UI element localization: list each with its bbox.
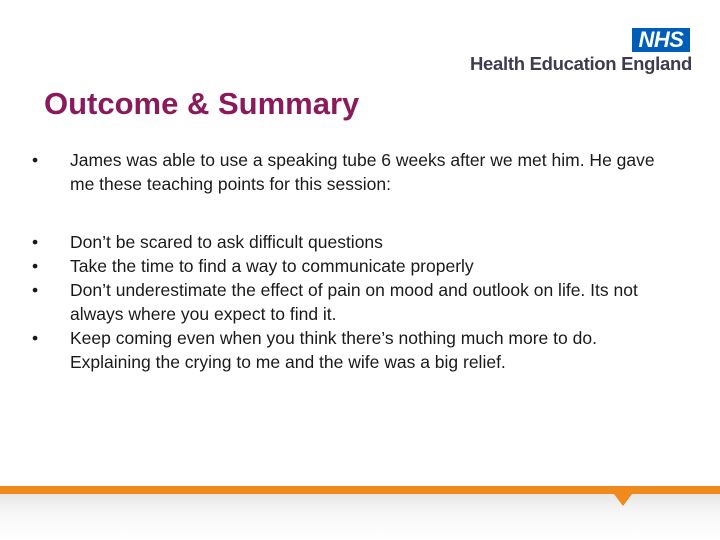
bullet-text: James was able to use a speaking tube 6 weeks after we met him. He gave me these teaching points for this session: xyxy=(70,150,655,194)
bullet-list xyxy=(30,148,670,374)
hee-logo xyxy=(0,0,720,80)
slide-footer xyxy=(0,486,720,540)
slide-title: Outcome & Summary xyxy=(44,86,360,121)
bullet-marker: • xyxy=(32,280,39,300)
bullet-text: Take the time to find a way to communicate properly xyxy=(70,256,474,276)
bullet-item xyxy=(30,148,670,196)
bullet-item xyxy=(30,230,670,254)
footer-accent-stripe xyxy=(0,486,720,494)
bullet-marker: • xyxy=(32,150,39,170)
footer-notch xyxy=(614,494,632,506)
bullet-marker: • xyxy=(32,232,39,252)
footer-shadow xyxy=(0,494,720,540)
bullet-text: Don’t be scared to ask difficult questions xyxy=(70,232,383,252)
nhs-logo-badge: NHS xyxy=(632,28,690,52)
bullet-item xyxy=(30,326,670,374)
bullet-marker: • xyxy=(32,328,39,348)
bullet-item xyxy=(30,278,670,326)
bullet-text: Don’t underestimate the effect of pain on mood and outlook on life. Its not always where you expect to find it. xyxy=(70,280,638,324)
bullet-marker: • xyxy=(32,256,39,276)
bullet-text: Keep coming even when you think there’s nothing much more to do. Explaining the crying to me and the wife was a big relief. xyxy=(70,328,597,372)
organisation-name: Health Education England xyxy=(469,53,692,74)
bullet-item xyxy=(30,254,670,278)
